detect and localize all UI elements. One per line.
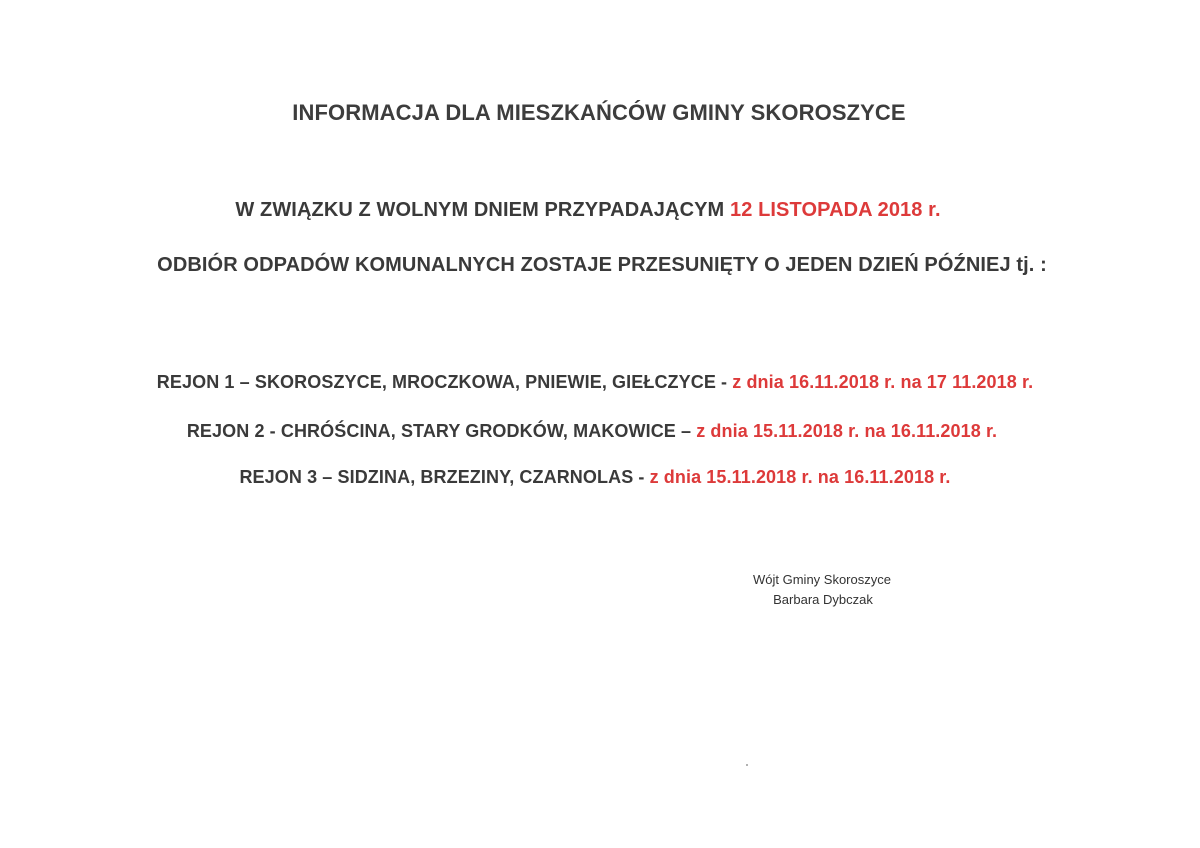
region-1-label: REJON 1 – SKOROSZYCE, MROCZKOWA, PNIEWIE, GIEŁCZYCE - [156,372,733,392]
scan-speck [746,764,748,766]
notice-line-holiday-text: W ZWIĄZKU Z WOLNYM DNIEM PRZYPADAJĄCYM [235,199,730,221]
region-3-date-change: z dnia 15.11.2018 r. na 16.11.2018 r. [649,467,951,487]
signature-name: Barbara Dybczak [773,592,873,607]
notice-line-holiday [0,199,1188,222]
region-2-date-change: z dnia 15.11.2018 r. na 16.11.2018 r. [696,421,998,441]
region-1-date-change: z dnia 16.11.2018 r. na 17 11.2018 r. [732,372,1034,392]
region-2-label: REJON 2 - CHRÓŚCINA, STARY GRODKÓW, MAKOWICE – [186,421,697,441]
region-line-1 [0,372,1195,393]
region-line-3 [0,467,1195,488]
region-3-label: REJON 3 – SIDZINA, BRZEZINY, CZARNOLAS - [239,467,650,487]
holiday-date: 12 LISTOPADA 2018 r. [729,199,941,221]
document-title: INFORMACJA DLA MIESZKAŃCÓW GMINY SKOROSZYCE [292,100,906,125]
region-line-2 [0,421,1192,442]
signature-role: Wójt Gminy Skoroszyce [753,572,891,587]
notice-line-shift: ODBIÓR ODPADÓW KOMUNALNYCH ZOSTAJE PRZESUNIĘTY O JEDEN DZIEŃ PÓŹNIEJ tj. : [157,254,1047,276]
